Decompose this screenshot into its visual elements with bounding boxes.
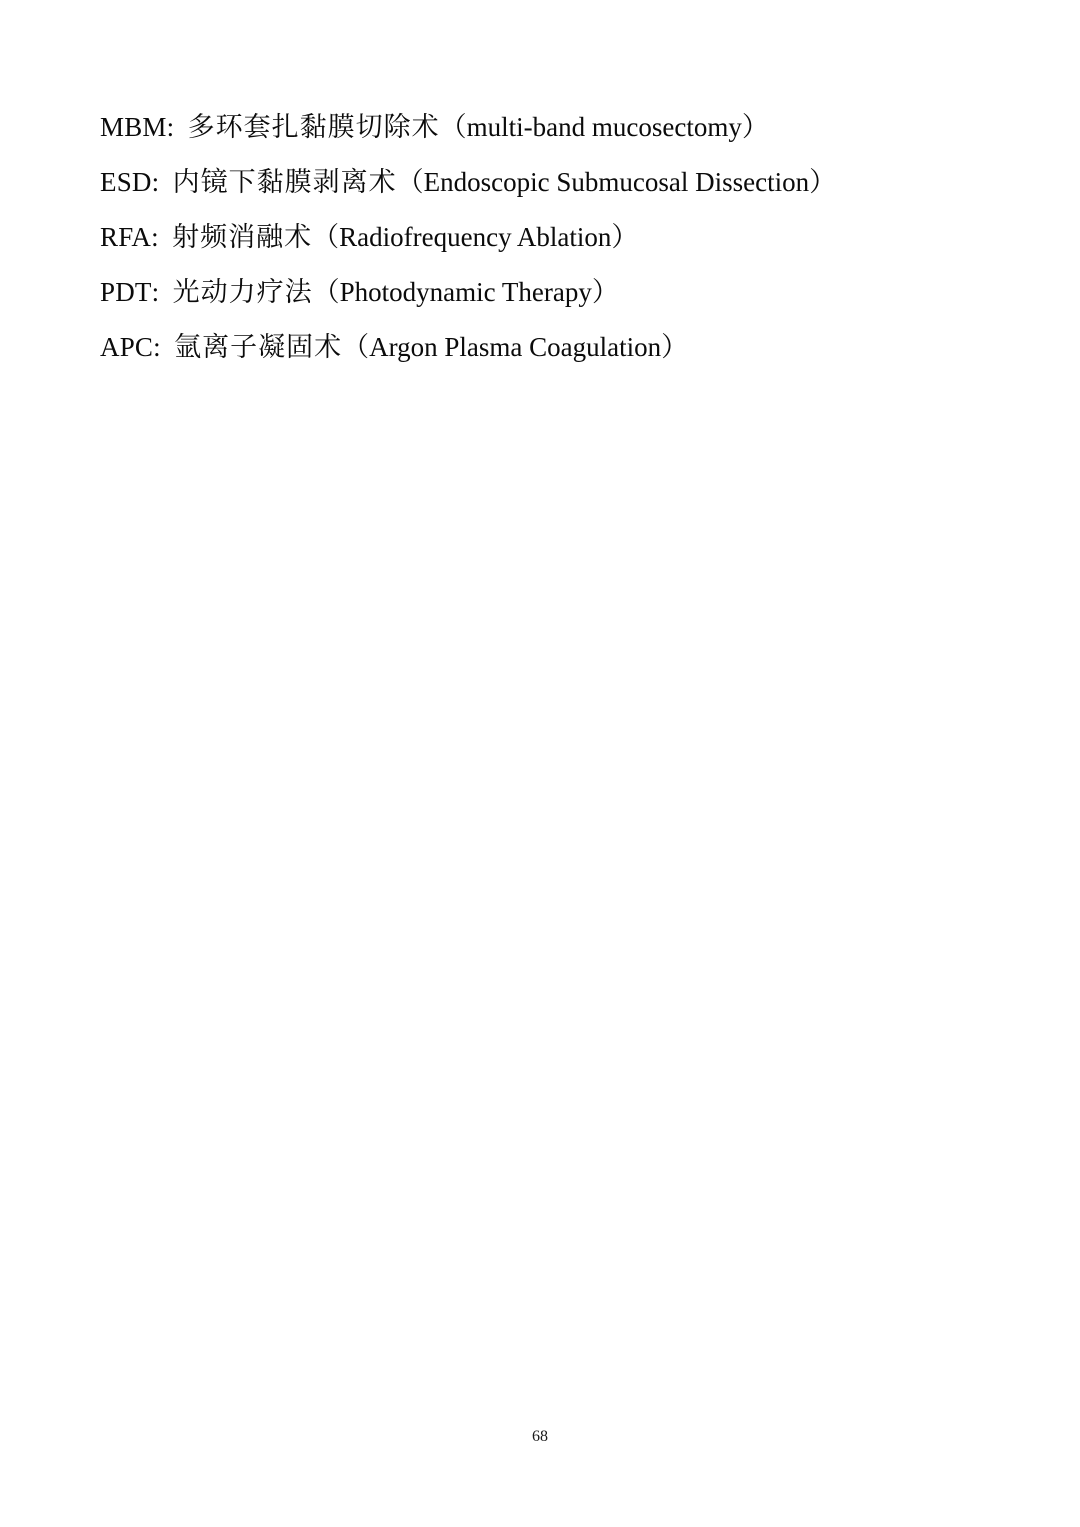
list-item bbox=[100, 155, 980, 210]
abbreviation-chinese: 光动力疗法 bbox=[172, 277, 313, 308]
abbreviation-english: （Radiofrequency Ablation） bbox=[312, 222, 639, 252]
list-item bbox=[100, 100, 980, 155]
abbreviation-chinese: 多环套扎黏膜切除术 bbox=[187, 112, 440, 143]
abbreviation-english: （Argon Plasma Coagulation） bbox=[342, 332, 689, 362]
abbreviation-separator: : bbox=[151, 167, 160, 197]
abbreviation-key: APC bbox=[100, 332, 154, 362]
list-item bbox=[100, 320, 980, 375]
list-item bbox=[100, 265, 980, 320]
abbreviation-key: MBM bbox=[100, 112, 167, 142]
abbreviation-separator: : bbox=[151, 277, 160, 307]
list-item bbox=[100, 210, 980, 265]
abbreviation-chinese: 内镜下黏膜剥离术 bbox=[172, 167, 397, 198]
abbreviation-key: RFA bbox=[100, 222, 152, 252]
abbreviation-separator: : bbox=[166, 112, 175, 142]
abbreviation-separator: : bbox=[153, 332, 161, 362]
abbreviation-english: （Photodynamic Therapy） bbox=[312, 277, 619, 307]
abbreviation-chinese: 氩离子凝固术 bbox=[174, 332, 343, 363]
abbreviation-chinese: 射频消融术 bbox=[172, 222, 313, 253]
abbreviation-separator: : bbox=[151, 222, 159, 252]
abbreviation-list bbox=[100, 100, 980, 375]
abbreviation-english: （Endoscopic Submucosal Dissection） bbox=[396, 167, 837, 197]
abbreviation-key: PDT bbox=[100, 277, 152, 307]
abbreviation-english: （multi-band mucosectomy） bbox=[439, 112, 769, 142]
abbreviation-key: ESD bbox=[100, 167, 152, 197]
page-number: 68 bbox=[532, 1428, 548, 1445]
